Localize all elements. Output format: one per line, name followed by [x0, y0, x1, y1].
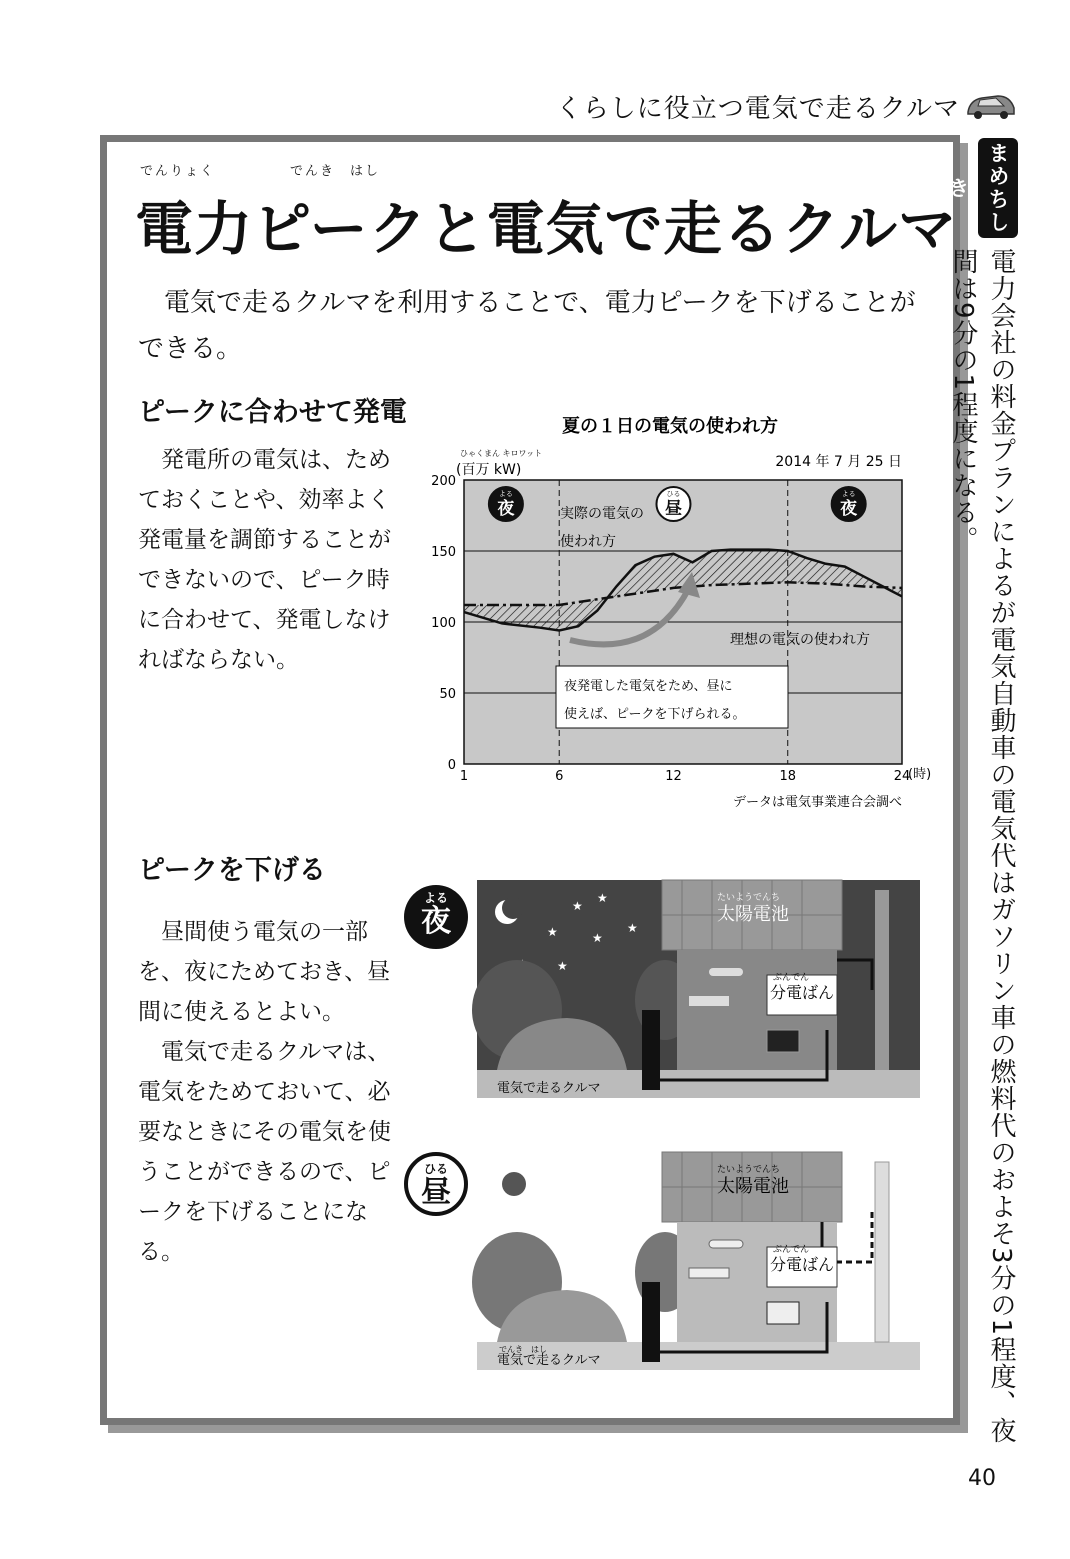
section2-heading: ピークを下げる — [138, 855, 326, 886]
sidebar-tag: まめちしき — [978, 138, 1018, 238]
night-illustration — [477, 880, 920, 1098]
day-badge-label: 昼 — [421, 1175, 451, 1210]
zone-badge-ruby: よる — [498, 490, 513, 498]
zone-badge-ruby: よる — [841, 490, 856, 498]
day-badge — [404, 1152, 468, 1216]
day-car-label: 電気で走るクルマ — [497, 1353, 601, 1368]
series-actual-label: 実際の電気の — [560, 506, 644, 522]
night-badge — [404, 885, 468, 949]
annotation-line2: 使えば、ピークを下げられる。 — [564, 707, 746, 722]
section1-heading: ピークに合わせて発電 — [138, 397, 407, 428]
zone-badge-label: 夜 — [840, 499, 858, 519]
night-solar-ruby: たいようでんち — [717, 893, 781, 903]
page-title: 電力ピークと電気で走るクルマ — [135, 195, 957, 263]
section2-paragraph-2: 電気で走るクルマは、電気をためておいて、必要なときにその電気を使うことができるので、ピークを下げることになる。 — [138, 1039, 391, 1265]
x-tick-label: 18 — [779, 769, 797, 784]
intro-text: 電気で走るクルマを利用することで、電力ピークを下げることができる。 — [138, 288, 916, 364]
x-tick-label: 6 — [555, 769, 564, 784]
chart-source: データは電気事業連合会調べ — [732, 795, 902, 810]
day-solar-ruby: たいようでんち — [717, 1165, 781, 1175]
usage-chart — [420, 400, 932, 820]
section1-body: 発電所の電気は、ためておくことや、効率よく発電量を調節することができないので、ピーク時に合わせて、発電しなければならない。 — [138, 447, 391, 673]
day-panel-ruby: ぶんでん — [773, 1245, 810, 1255]
night-panel-label: 分電ばん — [770, 983, 835, 1002]
y-axis-ruby: ひゃくまん キロワット — [460, 449, 543, 458]
series-actual-label-2: 使われ方 — [560, 534, 616, 550]
page-number: 40 — [968, 1466, 996, 1491]
section2-paragraph-1: 昼間使う電気の一部を、夜にためておき、昼間に使えるとよい。 — [138, 919, 391, 1025]
day-car-ruby: でんき はし — [499, 1345, 547, 1354]
night-panel-ruby: ぶんでん — [773, 973, 810, 983]
y-tick-label: 200 — [431, 474, 456, 489]
svg-text:★: ★ — [547, 925, 558, 939]
y-tick-label: 100 — [431, 616, 456, 631]
x-axis-unit: (時) — [908, 767, 932, 782]
night-solar-label: 太陽電池 — [717, 904, 789, 925]
y-axis-label: (百万 kW) — [456, 462, 522, 478]
day-solar-label: 太陽電池 — [717, 1176, 789, 1197]
day-badge-ruby: ひる — [423, 1162, 448, 1176]
day-illustration — [477, 1152, 920, 1370]
annotation-line1: 夜発電した電気をため、昼に — [564, 679, 733, 694]
day-panel-label: 分電ばん — [770, 1255, 835, 1274]
svg-text:★: ★ — [572, 899, 583, 913]
sidebar-text: 電力会社の料金プランによるが電気自動車の電気代はガソリン車の燃料代のおよそ3分の1程度、夜間は9分の1程度になる。 — [948, 248, 1016, 1445]
title-ruby: でんりょく でんき はし — [140, 164, 381, 179]
section2-body — [138, 912, 398, 1272]
night-badge-ruby: よる — [423, 891, 448, 905]
car-icon — [964, 90, 1018, 120]
zone-badge-label: 夜 — [497, 499, 515, 519]
y-tick-label: 0 — [447, 758, 456, 773]
zone-badge-label: 昼 — [664, 499, 682, 519]
night-car-label: 電気で走るクルマ — [497, 1081, 601, 1096]
header-title: くらしに役立つ電気で走るクルマ — [555, 94, 960, 124]
x-tick-label: 1 — [459, 769, 469, 784]
y-tick-label: 150 — [431, 545, 456, 560]
zone-badge-ruby: ひる — [666, 490, 681, 498]
y-tick-label: 50 — [439, 687, 456, 702]
chart-title: 夏の１日の電気の使われ方 — [562, 416, 778, 437]
svg-text:★: ★ — [557, 959, 568, 973]
svg-text:★: ★ — [627, 921, 638, 935]
svg-text:★: ★ — [592, 931, 603, 945]
night-badge-label: 夜 — [421, 904, 451, 939]
chart-date: 2014 年 7 月 25 日 — [775, 454, 902, 470]
x-tick-label: 12 — [665, 769, 682, 784]
series-ideal-label: 理想の電気の使われ方 — [730, 632, 870, 648]
x-tick-label: 24 — [893, 769, 911, 784]
svg-text:★: ★ — [597, 891, 608, 905]
